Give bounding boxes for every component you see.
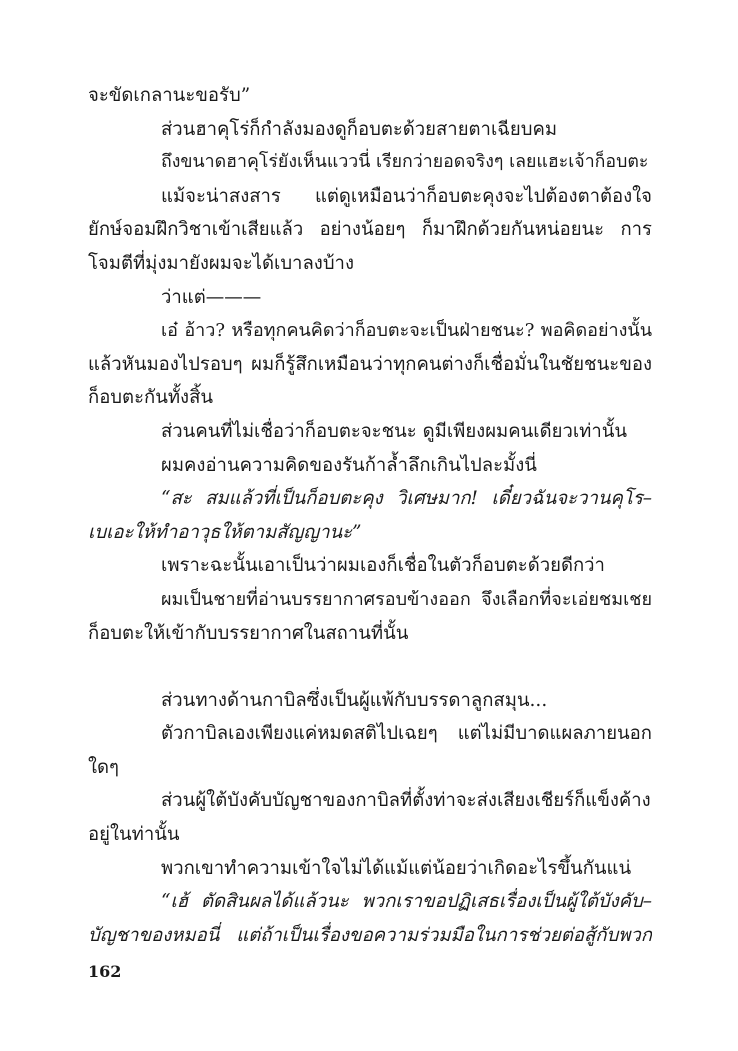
text-line: อยู่ในท่านั้น	[88, 824, 180, 846]
text-line: ส่วนคนที่ไม่เชื่อว่าก็อบตะจะชนะ ดูมีเพียงผมคนเดียวเท่านั้น	[161, 420, 628, 442]
dialogue-line: บัญชาของหมอนี่ แต่ถ้าเป็นเรื่องขอความร่วมมือในการช่วยต่อสู้กับพวก	[88, 924, 652, 946]
scene-break	[88, 650, 652, 684]
text-line: ผมคงอ่านความคิดของรันก้าล้ำลึกเกินไปละมั้งนี่	[161, 454, 537, 476]
dialogue-line: “เฮ้ ตัดสินผลได้แล้วนะ พวกเราขอปฏิเสธเรื่องเป็นผู้ใต้บังคับ–	[161, 891, 652, 913]
text-line: ก็อบตะกันทั้งสิ้น	[88, 387, 214, 409]
page-number: 162	[88, 962, 122, 981]
text-line: ส่วนผู้ใต้บังคับบัญชาของกาบิลที่ตั้งท่าจะส่งเสียงเชียร์ก็แข็งค้าง	[161, 790, 651, 812]
text-line: ถึงขนาดฮาคุโร่ยังเห็นแววนี่ เรียกว่ายอดจริงๆ เลยแฮะเจ้าก็อบตะ	[161, 152, 649, 173]
text-line: ว่าแต่———	[161, 286, 262, 308]
text-line: แล้วหันมองไปรอบๆ ผมก็รู้สึกเหมือนว่าทุกคนต่างก็เชื่อมั่นในชัยชนะของ	[88, 353, 652, 375]
text-line: ส่วนฮาคุโร่ก็กำลังมองดูก็อบตะด้วยสายตาเฉียบคม	[161, 118, 558, 140]
dialogue-line: เบเอะให้ทำอาวุธให้ตามสัญญานะ”	[88, 521, 362, 543]
text-line: โจมตีที่มุ่งมายังผมจะได้เบาลงบ้าง	[88, 252, 354, 274]
text-line: ใดๆ	[88, 756, 119, 778]
text-line: จะขัดเกลานะขอรับ”	[88, 85, 251, 106]
dialogue-line: “สะ สมแล้วที่เป็นก็อบตะคุง วิเศษมาก! เดี๋ยวฉันจะวานคุโร–	[161, 488, 652, 510]
text-line: ส่วนทางด้านกาบิลซึ่งเป็นผู้แพ้กับบรรดาลูกสมุน...	[161, 689, 548, 711]
text-line: ผมเป็นชายที่อ่านบรรยากาศรอบข้างออก จึงเลือกที่จะเอ่ยชมเชย	[161, 588, 652, 610]
text-line: ตัวกาบิลเองเพียงแค่หมดสติไปเฉยๆ แต่ไม่มีบาดแผลภายนอก	[161, 723, 652, 745]
text-line: ยักษ์จอมฝึกวิชาเข้าเสียแล้ว อย่างน้อยๆ ก็มาฝึกด้วยกันหน่อยนะ การ	[88, 219, 652, 241]
text-line: ก็อบตะให้เข้ากับบรรยากาศในสถานที่นั้น	[88, 622, 409, 644]
text-line: เอ๋ อ้าว? หรือทุกคนคิดว่าก็อบตะจะเป็นฝ่ายชนะ? พอคิดอย่างนั้น	[161, 320, 652, 342]
page-body	[88, 79, 652, 952]
text-line: พวกเขาทำความเข้าใจไม่ได้แม้แต่น้อยว่าเกิดอะไรขึ้นกันแน่	[161, 857, 632, 879]
text-line: แม้จะน่าสงสาร แต่ดูเหมือนว่าก็อบตะคุงจะไปต้องตาต้องใจ	[161, 185, 652, 207]
text-line: เพราะฉะนั้นเอาเป็นว่าผมเองก็เชื่อในตัวก็อบตะด้วยดีกว่า	[161, 555, 605, 577]
